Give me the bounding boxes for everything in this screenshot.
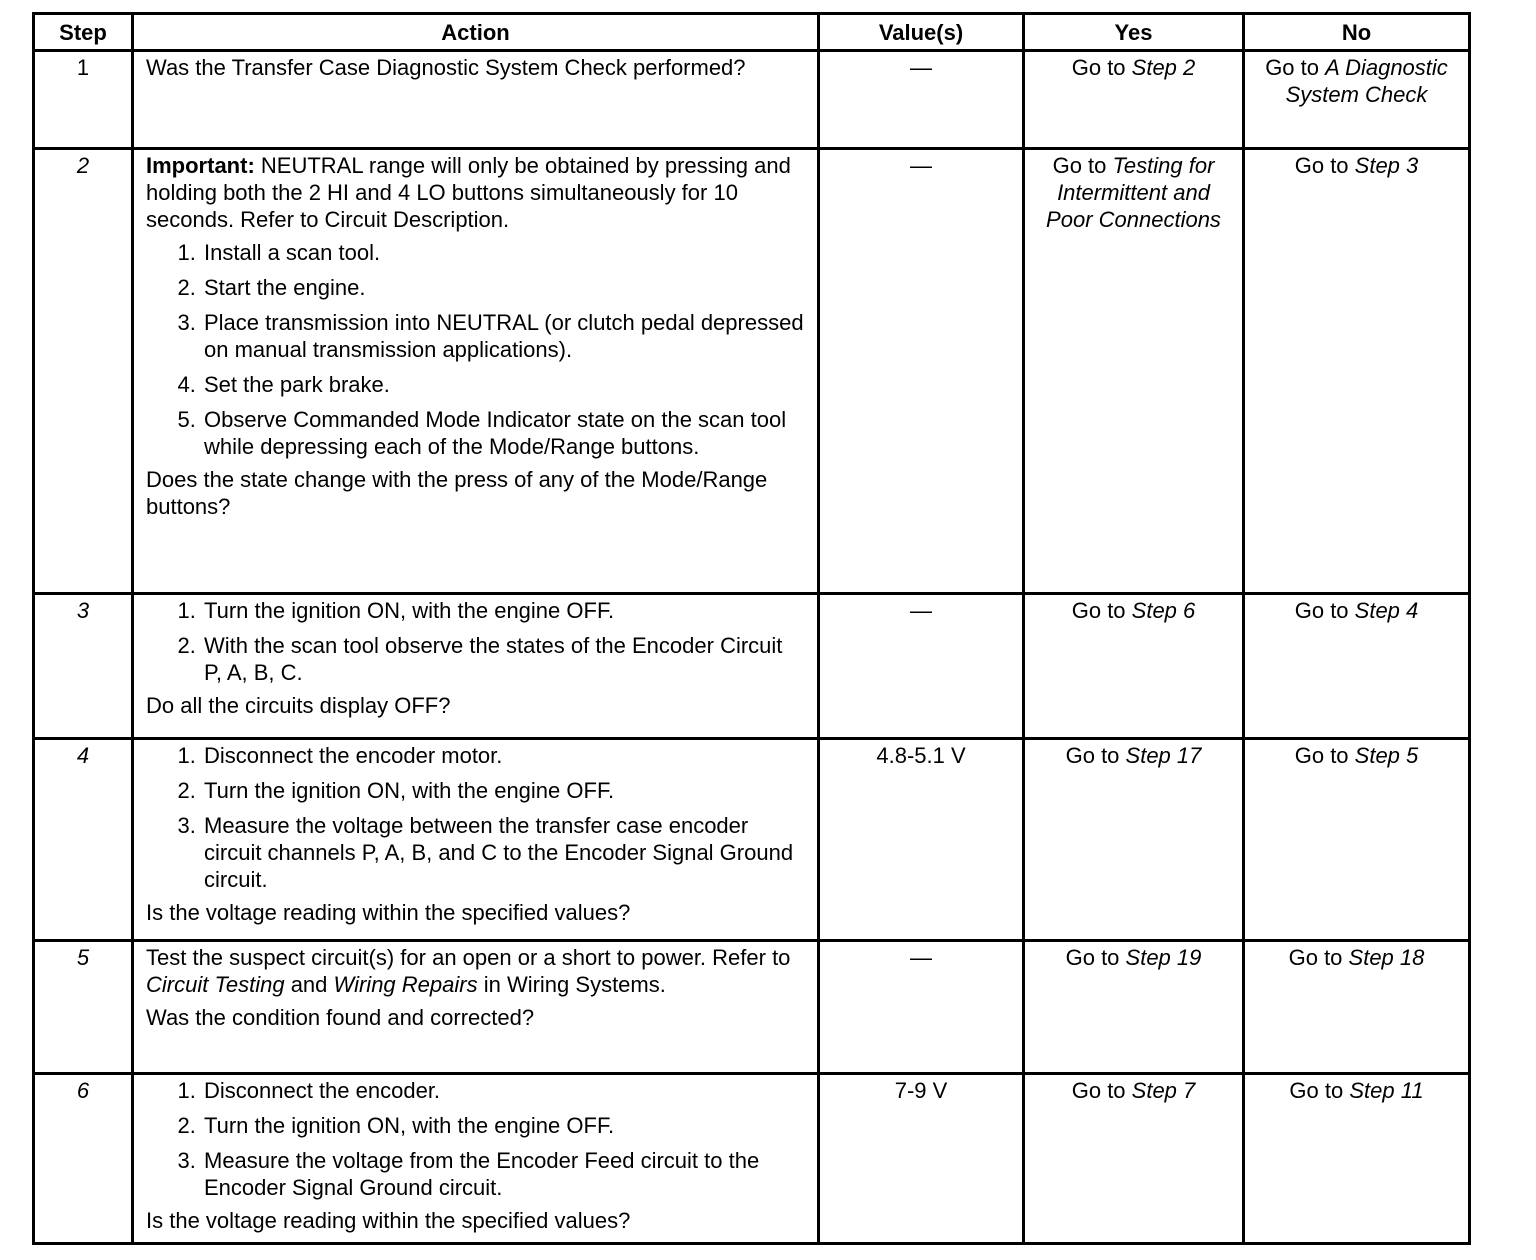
action-cell — [133, 739, 819, 941]
step-number: 2 — [34, 149, 133, 594]
diagnostic-table — [32, 12, 1471, 1245]
no-cell — [1244, 941, 1470, 1074]
action-step: 1. Disconnect the encoder. — [202, 1077, 805, 1104]
value-cell: — — [819, 594, 1024, 739]
yes-cell — [1024, 941, 1244, 1074]
action-step: 2. Turn the ignition ON, with the engine OFF. — [202, 1112, 805, 1139]
action-text: Was the Transfer Case Diagnostic System Check performed? — [146, 55, 746, 80]
yes-cell — [1024, 149, 1244, 594]
action-question: Is the voltage reading within the specified values? — [146, 900, 631, 925]
action-step: 4. Set the park brake. — [202, 371, 805, 398]
value-cell: — — [819, 51, 1024, 149]
header-yes: Yes — [1024, 14, 1244, 51]
action-step: 2. Turn the ignition ON, with the engine OFF. — [202, 777, 805, 804]
no-cell — [1244, 51, 1470, 149]
table-row — [34, 739, 1470, 941]
yes-prefix: Go to — [1071, 598, 1132, 623]
header-action: Action — [133, 14, 819, 51]
no-cell — [1244, 1074, 1470, 1244]
no-link[interactable]: Step 18 — [1348, 945, 1425, 970]
action-step: 1. Turn the ignition ON, with the engine OFF. — [202, 597, 805, 624]
action-text: and — [284, 972, 334, 997]
action-cell — [133, 1074, 819, 1244]
yes-cell — [1024, 594, 1244, 739]
yes-link[interactable]: Step 7 — [1131, 1078, 1196, 1103]
action-step: 2. Start the engine. — [202, 274, 805, 301]
action-cell — [133, 149, 819, 594]
action-cell — [133, 594, 819, 739]
no-cell — [1244, 149, 1470, 594]
yes-prefix: Go to — [1052, 153, 1113, 178]
table-row — [34, 941, 1470, 1074]
yes-prefix: Go to — [1065, 743, 1126, 768]
no-prefix: Go to — [1288, 945, 1349, 970]
header-no: No — [1244, 14, 1470, 51]
action-step: 5. Observe Commanded Mode Indicator state on the scan tool while depressing each of the Mode/Range buttons. — [202, 406, 805, 460]
yes-prefix: Go to — [1071, 1078, 1132, 1103]
action-question: Was the condition found and corrected? — [146, 1005, 535, 1030]
table-row — [34, 51, 1470, 149]
action-step: 1. Install a scan tool. — [202, 239, 805, 266]
important-text: NEUTRAL range will only be obtained by pressing and holding both the 2 HI and 4 LO buttons simultaneously for 10 seconds. Refer to Circuit Description. — [146, 153, 791, 232]
no-prefix: Go to — [1294, 153, 1355, 178]
table-row — [34, 594, 1470, 739]
no-cell — [1244, 594, 1470, 739]
no-link[interactable]: Step 5 — [1354, 743, 1419, 768]
header-step: Step — [34, 14, 133, 51]
no-link[interactable]: Step 11 — [1349, 1078, 1424, 1103]
table-row — [34, 1074, 1470, 1244]
action-step: 3. Measure the voltage from the Encoder Feed circuit to the Encoder Signal Ground circuit. — [202, 1147, 805, 1201]
action-step: 3. Place transmission into NEUTRAL (or clutch pedal depressed on manual transmission applications). — [202, 309, 805, 363]
step-number: 4 — [34, 739, 133, 941]
yes-link[interactable]: Testing for Intermittent and Poor Connections — [1046, 153, 1221, 232]
yes-prefix: Go to — [1065, 945, 1126, 970]
circuit-testing-link[interactable]: Circuit Testing — [146, 972, 285, 997]
value-cell: 7-9 V — [819, 1074, 1024, 1244]
yes-link[interactable]: Step 19 — [1125, 945, 1202, 970]
action-text: Test the suspect circuit(s) for an open or a short to power. Refer to — [146, 945, 791, 970]
no-link[interactable]: A Diagnostic System Check — [1285, 55, 1448, 107]
step-number: 5 — [34, 941, 133, 1074]
action-steps — [146, 742, 805, 893]
header-row — [34, 14, 1470, 51]
no-link[interactable]: Step 4 — [1354, 598, 1419, 623]
action-question: Is the voltage reading within the specified values? — [146, 1208, 631, 1233]
step-number: 3 — [34, 594, 133, 739]
action-question: Does the state change with the press of any of the Mode/Range buttons? — [146, 467, 768, 519]
yes-link[interactable]: Step 2 — [1131, 55, 1196, 80]
step-number: 6 — [34, 1074, 133, 1244]
no-cell — [1244, 739, 1470, 941]
yes-prefix: Go to — [1071, 55, 1132, 80]
action-cell — [133, 941, 819, 1074]
yes-link[interactable]: Step 17 — [1125, 743, 1202, 768]
important-label: Important: — [146, 153, 255, 178]
wiring-repairs-link[interactable]: Wiring Repairs — [333, 972, 478, 997]
action-cell — [133, 51, 819, 149]
action-text: in Wiring Systems. — [477, 972, 666, 997]
action-step: 1. Disconnect the encoder motor. — [202, 742, 805, 769]
header-values: Value(s) — [819, 14, 1024, 51]
no-prefix: Go to — [1294, 598, 1355, 623]
action-steps — [146, 239, 805, 460]
action-question: Do all the circuits display OFF? — [146, 693, 451, 718]
action-steps — [146, 597, 805, 686]
action-step: 3. Measure the voltage between the transfer case encoder circuit channels P, A, B, and C to the Encoder Signal Ground circuit. — [202, 812, 805, 893]
action-steps — [146, 1077, 805, 1201]
value-cell: — — [819, 941, 1024, 1074]
yes-cell — [1024, 1074, 1244, 1244]
yes-cell — [1024, 51, 1244, 149]
no-prefix: Go to — [1289, 1078, 1350, 1103]
step-number: 1 — [34, 51, 133, 149]
no-prefix: Go to — [1294, 743, 1355, 768]
no-prefix: Go to — [1265, 55, 1326, 80]
action-step: 2. With the scan tool observe the states of the Encoder Circuit P, A, B, C. — [202, 632, 805, 686]
table-row — [34, 149, 1470, 594]
yes-link[interactable]: Step 6 — [1131, 598, 1196, 623]
yes-cell — [1024, 739, 1244, 941]
value-cell: 4.8-5.1 V — [819, 739, 1024, 941]
value-cell: — — [819, 149, 1024, 594]
no-link[interactable]: Step 3 — [1354, 153, 1419, 178]
